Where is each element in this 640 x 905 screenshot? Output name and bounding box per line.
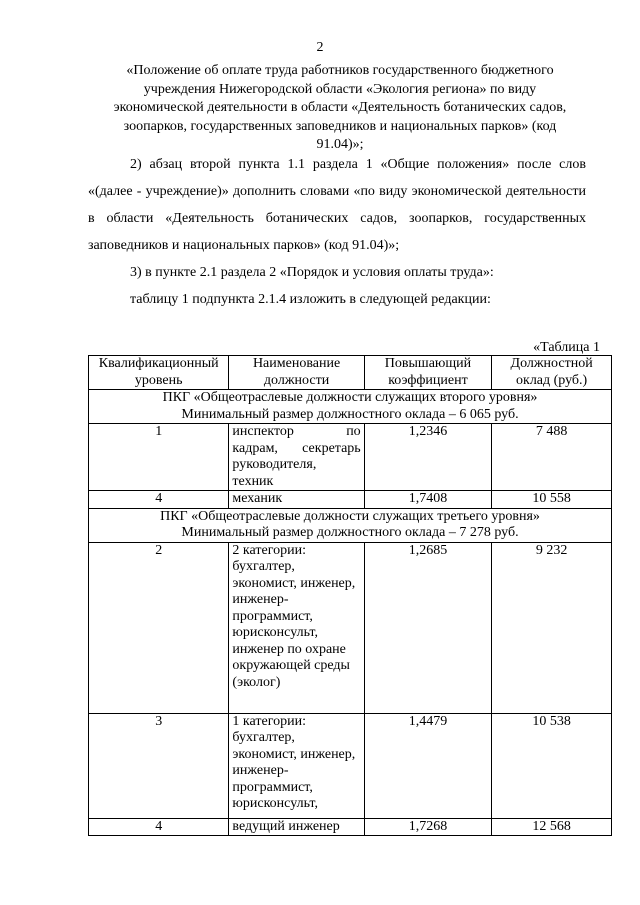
paragraph-4: [88, 286, 586, 313]
group-min-salary: Минимальный размер должностного оклада – 6 065 руб.: [181, 406, 519, 422]
cell-salary: 7 488: [492, 424, 612, 491]
table-row: [89, 713, 612, 818]
paragraph-2-text: 2) абзац второй пункта 1.1 раздела 1 «Общие положения» после слов «(далее - учреждение)» дополнить словами «по виду экономической деятельности в области «Деятельность ботанических садов, зоопарков, государственных заповедников и национальных парков» (код 91.04)»;: [88, 157, 586, 253]
cell-coefficient: 1,2346: [364, 424, 492, 491]
paragraph-4-text: таблицу 1 подпункта 2.1.4 изложить в следующей редакции:: [130, 292, 491, 307]
cell-salary: 10 558: [492, 491, 612, 509]
table-caption: «Таблица 1: [533, 340, 600, 355]
cell-level: 4: [89, 818, 229, 836]
cell-position: 1 категории: бухгалтер, экономист, инженер, инженер-программист, юрисконсульт,: [229, 713, 364, 818]
header-level: Квалификационный уровень: [89, 356, 229, 390]
table-row: [89, 542, 612, 713]
group-header-row: [89, 508, 612, 542]
table-header-row: [89, 356, 612, 390]
group-header-third-level: [89, 508, 612, 542]
table-row: [89, 491, 612, 509]
header-salary: Должностной оклад (руб.): [492, 356, 612, 390]
header-coefficient: Повышающий коэффициент: [364, 356, 492, 390]
regulation-title-quote: «Положение об оплате труда работников государственного бюджетного учреждения Нижегородской области «Экология региона» по виду экономической деятельности в области «Деятельность ботанических садов, зоопарков, государственных заповедников и национальных парков» (код 91.04)»;: [113, 63, 567, 152]
page-number: 2: [316, 40, 324, 55]
cell-salary: 9 232: [492, 542, 612, 713]
group-title: ПКГ «Общеотраслевые должности служащих третьего уровня»: [160, 508, 540, 524]
table-row: [89, 818, 612, 836]
cell-level: 4: [89, 491, 229, 509]
cell-position: инспектор по кадрам, секретарь руководителя, техник: [229, 424, 364, 491]
cell-coefficient: 1,7408: [364, 491, 492, 509]
cell-level: 3: [89, 713, 229, 818]
paragraph-2: [88, 151, 586, 259]
cell-level: 2: [89, 542, 229, 713]
salary-table: [88, 355, 612, 836]
cell-position: механик: [229, 491, 364, 509]
cell-salary: 10 538: [492, 713, 612, 818]
group-header-row: [89, 390, 612, 424]
cell-coefficient: 1,4479: [364, 713, 492, 818]
cell-salary: 12 568: [492, 818, 612, 836]
paragraph-3-text: 3) в пункте 2.1 раздела 2 «Порядок и условия оплаты труда»:: [130, 265, 494, 280]
table-row: [89, 424, 612, 491]
group-title: ПКГ «Общеотраслевые должности служащих второго уровня»: [162, 390, 538, 405]
paragraph-3: [88, 259, 586, 286]
cell-level: 1: [89, 424, 229, 491]
group-header-second-level: [89, 390, 612, 424]
cell-position: 2 категории: бухгалтер, экономист, инженер, инженер-программист, юрисконсульт, инженер по охране окружающей среды (эколог): [229, 542, 364, 713]
cell-coefficient: 1,2685: [364, 542, 492, 713]
header-position: Наименование должности: [229, 356, 364, 390]
cell-position: ведущий инженер: [229, 818, 364, 836]
cell-coefficient: 1,7268: [364, 818, 492, 836]
group-min-salary: Минимальный размер должностного оклада – 7 278 руб.: [181, 525, 519, 540]
